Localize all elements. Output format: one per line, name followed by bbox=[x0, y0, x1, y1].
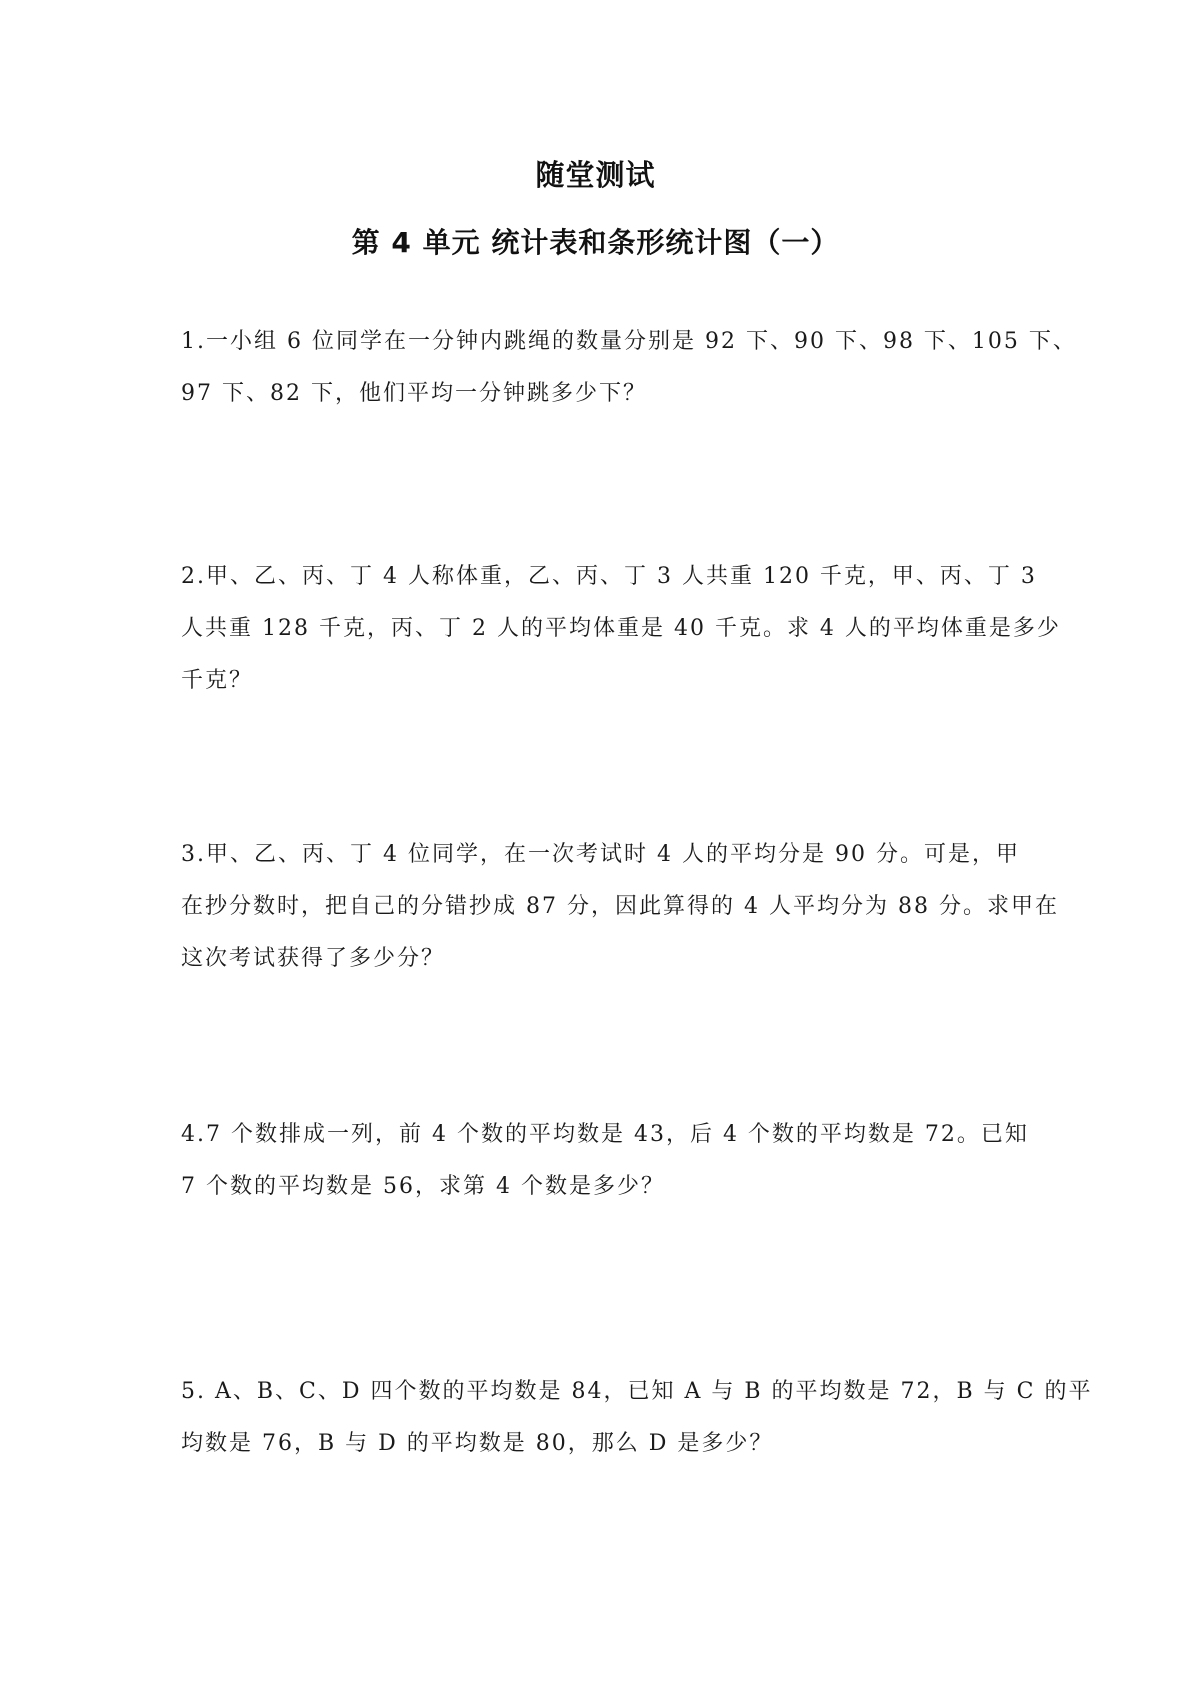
question-4 bbox=[181, 1109, 1029, 1213]
question-3-line-2: 在抄分数时，把自己的分错抄成 87 分，因此算得的 4 人平均分为 88 分。求甲在 bbox=[181, 894, 1059, 919]
question-3-line-1: 3.甲、乙、丙、丁 4 位同学，在一次考试时 4 人的平均分是 90 分。可是，甲 bbox=[181, 842, 1020, 867]
question-5 bbox=[181, 1366, 1093, 1470]
question-2-line-1: 2.甲、乙、丙、丁 4 人称体重，乙、丙、丁 3 人共重 120 千克，甲、丙、丁 3 bbox=[181, 564, 1037, 589]
question-4-line-2: 7 个数的平均数是 56，求第 4 个数是多少？ bbox=[181, 1174, 665, 1199]
question-1-line-1: 1.一小组 6 位同学在一分钟内跳绳的数量分别是 92 下、90 下、98 下、105 下、 bbox=[181, 329, 1077, 354]
question-4-line-1: 4.7 个数排成一列，前 4 个数的平均数是 43，后 4 个数的平均数是 72。已知 bbox=[181, 1122, 1029, 1147]
page-title: 随堂测试 bbox=[535, 158, 656, 192]
question-1 bbox=[181, 316, 1077, 420]
question-2-line-3: 千克？ bbox=[181, 668, 254, 693]
question-3 bbox=[181, 829, 1059, 985]
page-subtitle: 第 4 单元 统计表和条形统计图（一） bbox=[351, 226, 840, 259]
question-5-line-1: 5. A、B、C、D 四个数的平均数是 84，已知 A 与 B 的平均数是 72，B 与 C 的平 bbox=[181, 1379, 1093, 1404]
question-1-line-2: 97 下、82 下，他们平均一分钟跳多少下？ bbox=[181, 381, 647, 406]
question-2 bbox=[181, 551, 1061, 707]
question-3-line-3: 这次考试获得了多少分？ bbox=[181, 946, 446, 971]
question-5-line-2: 均数是 76，B 与 D 的平均数是 80，那么 D 是多少？ bbox=[181, 1431, 774, 1456]
question-2-line-2: 人共重 128 千克，丙、丁 2 人的平均体重是 40 千克。求 4 人的平均体重是多少 bbox=[181, 616, 1061, 641]
